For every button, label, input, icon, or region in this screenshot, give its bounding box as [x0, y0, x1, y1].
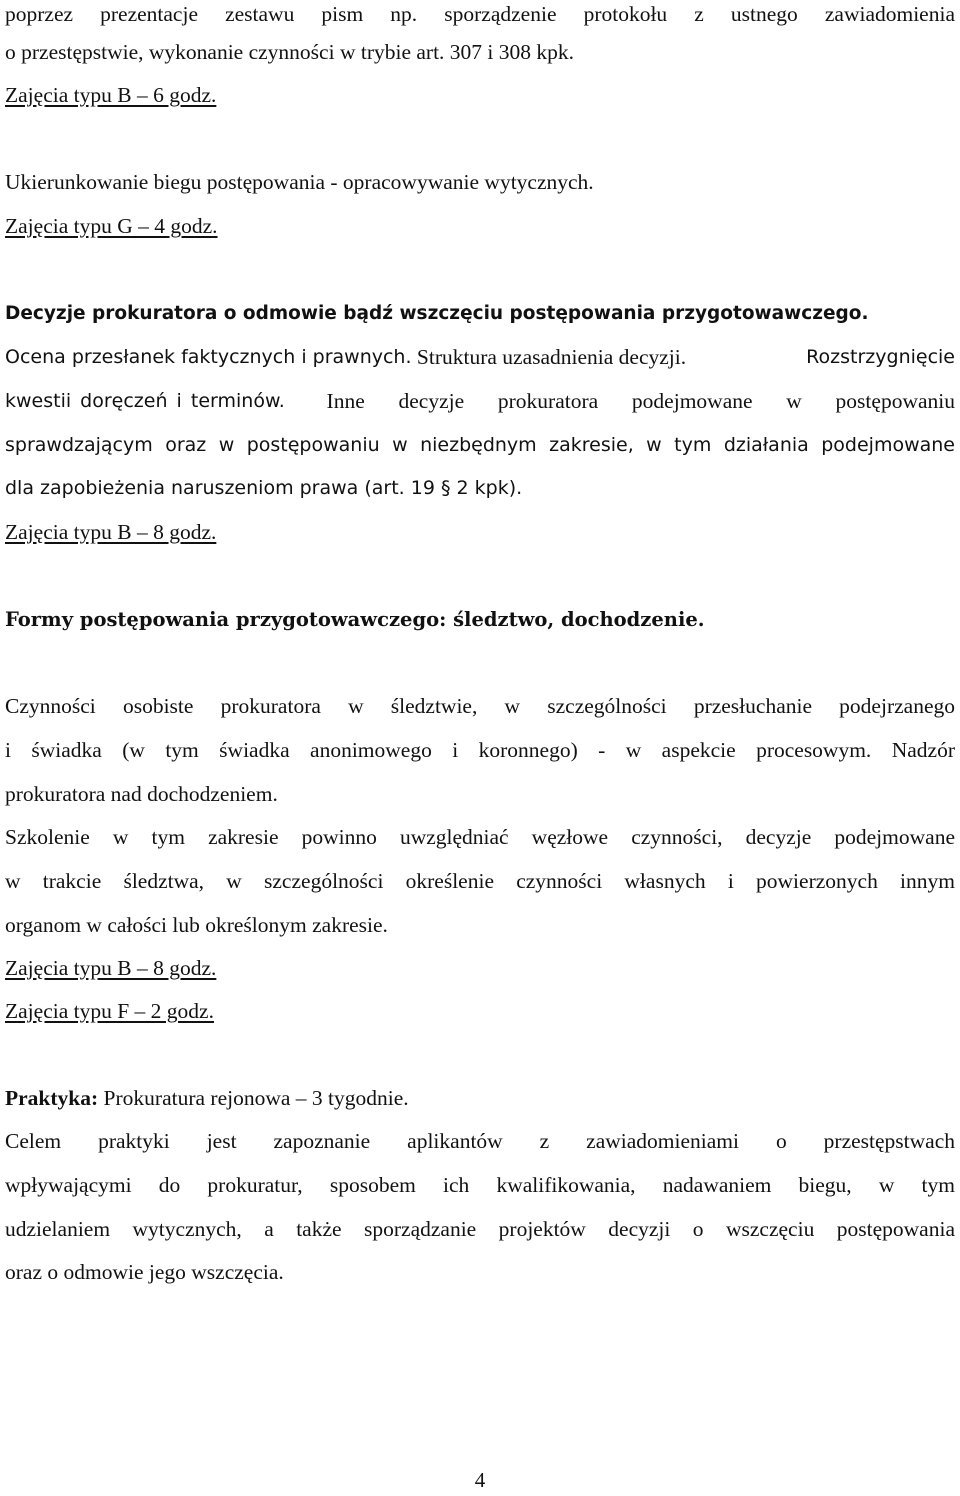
text-segment: Rozstrzygnięcie [800, 346, 955, 368]
text-segment: Inne decyzje prokuratora podejmowane w postępowaniu [292, 389, 955, 413]
text-line: w trakcie śledztwa, w szczególności określenie czynności własnych i powierzonych innym [5, 869, 955, 893]
text-line: dla zapobieżenia naruszeniom prawa (art. 19 § 2 kpk). [5, 477, 523, 499]
class-hours-note: Zajęcia typu F – 2 godz. [5, 999, 214, 1023]
section-heading: Formy postępowania przygotowawczego: śledztwo, dochodzenie. [5, 608, 705, 631]
text-line: Celem praktyki jest zapoznanie aplikantów z zawiadomieniami o przestępstwach [5, 1129, 955, 1153]
text-line: wpływającymi do prokuratur, sposobem ich kwalifikowania, nadawaniem biegu, w tym [5, 1173, 955, 1197]
practice-label: Praktyka: [5, 1086, 99, 1110]
text-line: oraz o odmowie jego wszczęcia. [5, 1260, 284, 1284]
text-line: Ukierunkowanie biegu postępowania - opracowywanie wytycznych. [5, 170, 594, 194]
page-number: 4 [474, 1468, 486, 1492]
text-segment: kwestii doręczeń i terminów. [5, 390, 285, 412]
text-line: organom w całości lub określonym zakresie. [5, 913, 388, 937]
practice-text: Prokuratura rejonowa – 3 tygodnie. [98, 1086, 409, 1110]
practice-line [5, 1083, 955, 1113]
text-line: sprawdzającym oraz w postępowaniu w niezbędnym zakresie, w tym działania podejmowane [5, 434, 955, 456]
text-line [5, 342, 955, 372]
class-hours-note: Zajęcia typu G – 4 godz. [5, 214, 218, 238]
text-line [5, 386, 955, 416]
class-hours-note: Zajęcia typu B – 8 godz. [5, 956, 217, 980]
text-segment: Struktura uzasadnienia decyzji. [411, 345, 687, 369]
text-line: poprzez prezentacje zestawu pism np. sporządzenie protokołu z ustnego zawiadomienia [5, 2, 955, 26]
text-segment: Ocena przesłanek faktycznych i prawnych. [5, 346, 412, 368]
text-line: prokuratora nad dochodzeniem. [5, 782, 278, 806]
text-line: Czynności osobiste prokuratora w śledztwie, w szczególności przesłuchanie podejrzanego [5, 694, 955, 718]
text-line: i świadka (w tym świadka anonimowego i koronnego) - w aspekcie procesowym. Nadzór [5, 738, 955, 762]
text-line: o przestępstwie, wykonanie czynności w trybie art. 307 i 308 kpk. [5, 40, 575, 64]
class-hours-note: Zajęcia typu B – 8 godz. [5, 520, 217, 544]
section-heading: Decyzje prokuratora o odmowie bądź wszczęciu postępowania przygotowawczego. [5, 303, 869, 324]
text-line: udzielaniem wytycznych, a także sporządzanie projektów decyzji o wszczęciu postępowania [5, 1217, 955, 1241]
class-hours-note: Zajęcia typu B – 6 godz. [5, 83, 217, 107]
text-line: Szkolenie w tym zakresie powinno uwzględniać węzłowe czynności, decyzje podejmowane [5, 825, 955, 849]
